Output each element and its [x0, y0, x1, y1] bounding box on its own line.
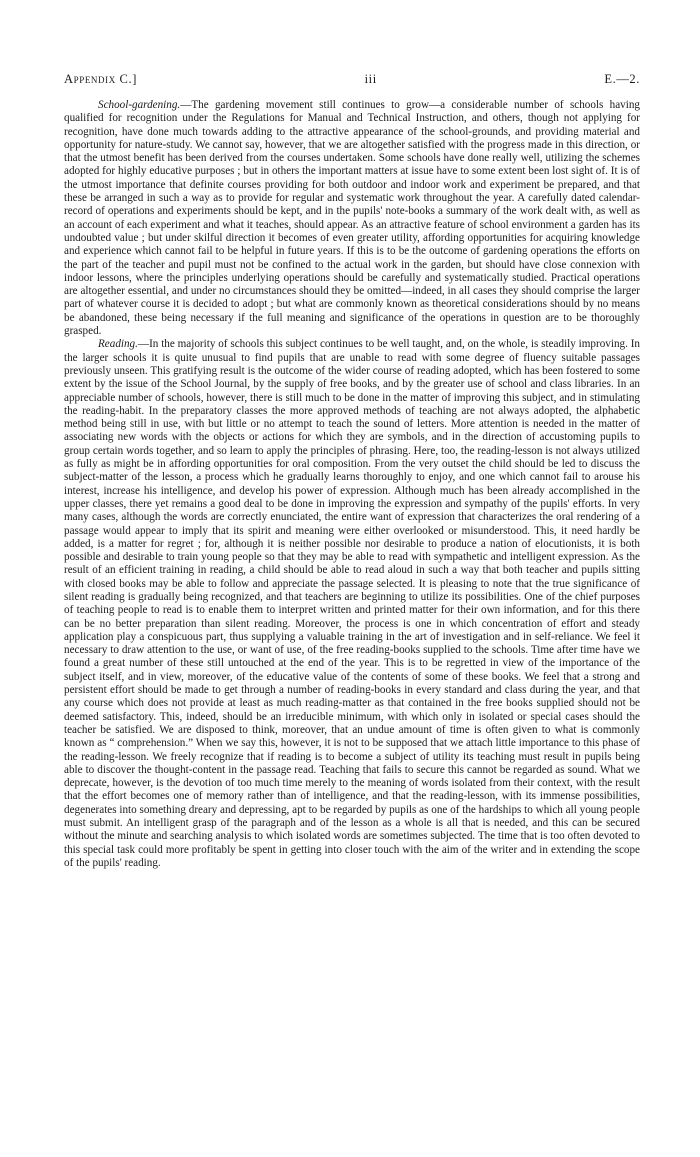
school-gardening-paragraph — [64, 99, 640, 338]
page-number: iii — [364, 72, 377, 86]
document-page — [64, 72, 640, 870]
appendix-label: Appendix C.] — [64, 72, 137, 86]
reading-text: —In the majority of schools this subject continues to be well taught, and, on the whole, is steadily improving. In the larger schools it is quite unusual to find pupils that are unable to read with some degree of fluency suitable passages previously unseen. This gratifying result is the outcome of the wider course of reading adopted, which has been fostered to some extent by the issue of the School Journal, by the supply of free books, and by the greater use of school and class libraries. In an appreciable number of schools, however, there is still much to be done in the matter of improving this subject, and in stimulating the reading-habit. In the preparatory classes the more approved methods of teaching are not always adopted, the alphabetic method being still in use, with but little or no attempt to teach the sound of letters. More attention is needed in the matter of associating new words with the objects or actions for which they are symbols, and in the direction of accustoming pupils to group certain words together, and so learn to apply the principles of phrasing. Here, too, the reading-lesson is not always utilized as fully as might be in affording opportunities for oral composition. From the very outset the child should be led to discuss the subject-matter of the lesson, a process which he gradually learns thoroughly to enjoy, and one which cannot fail to arouse his interest, increase his intelligence, and develop his power of expression. Although much has been already accomplished in the upper classes, there yet remains a good deal to be done in improving the expression and sympathy of the pupils' efforts. In very many cases, although the words are correctly enunciated, the entire want of expression that characterizes the oral rendering of a passage would appear to imply that its spirit and meaning were either overlooked or misunderstood. This, it need hardly be added, is a matter for regret ; for, although it is neither possible nor desirable to produce a nation of elocutionists, it is both possible and desirable to train young people so that they may be able to read with sympathetic and intelligent expression. As the result of an efficient training in reading, a child should be able to read aloud in such a way that both teacher and pupils sitting with closed books may be able to follow and appreciate the passage selected. It is pleasing to note that the true significance of silent reading is gradually being recognized, and that teachers are beginning to utilize its possibilities. One of the chief purposes of teaching people to read is to enable them to interpret written and printed matter for their own information, and for this there can be no better preparation than silent reading. Moreover, the process is one in which concentration of effort and steady application play a conspicuous part, thus supplying a valuable training in the art of investigation and in self-reliance. We feel it necessary to draw attention to the use, or want of use, of the free reading-books supplied to the schools. Time after time have we found a great number of these still untouched at the end of the year. This is to be regretted in view of the importance of the subject itself, and in view, moreover, of the educative value of the contents of some of these books. We feel that a strong and persistent effort should be made to get through a number of reading-books in every standard and class during the year, and that any course which does not provide at least as much reading-matter as that contained in the free books supplied should not be deemed satisfactory. This, indeed, should be an irreducible minimum, with which only in isolated or special cases should the teacher be satisfied. We are disposed to think, moreover, that an undue amount of time is often given to what is commonly known as “ comprehension.” When we say this, however, it is not to be supposed that we attach little importance to this phase of the reading-lesson. We freely recognize that if reading is to become a subject of utility its teaching must result in pupils being able to discover the thought-content in the passage read. Teaching that fails to secure this cannot be regarded as sound. What we deprecate, however, is the devotion of too much time merely to the meaning of words isolated from their context, with the result that the effort becomes one of memory rather than of intelligence, and that the reading-lesson, with its immense possibilities, degenerates into something dreary and depressing, apt to be regarded by pupils as one of the hardships to which all young people must submit. An intelligent grasp of the paragraph and of the lesson as a whole is all that is needed, and this can be secured without the minute and searching analysis to which isolated words are sometimes subjected. The time that is too often devoted to this special task could more profitably be spent in getting into closer touch with the aim of the writer and in extending the scope of the pupils' reading. — [64, 338, 640, 869]
school-gardening-heading: School-gardening. — [98, 99, 181, 111]
document-body — [64, 99, 640, 870]
reading-paragraph — [64, 338, 640, 870]
reading-heading: Reading. — [98, 338, 138, 351]
school-gardening-text: —The gardening movement still continues to grow—a considerable number of schools having qualified for recognition under the Regulations for Manual and Technical Instruction, and others, though not applying for recognition, have done much towards adding to the attractive appearance of the school-grounds, and providing material and opportunity for nature-study. We cannot say, however, that we are altogether satisfied with the progress made in this direction, or that the utmost benefit has been derived from the courses undertaken. Some schools have done really well, utilizing the schemes adopted for highly educative purposes ; but in others the important matters at issue have to some extent been lost sight of. It is of the utmost importance that definite courses providing for both outdoor and indoor work and experiment be prepared, and that these be arranged in such a way as to provide for regular and systematic work throughout the year. A carefully dated calendar-record of operations and experiments should be kept, and in the pupils' note-books a summary of the work dealt with, as well as an account of each experiment and what it teaches, should appear. As an attractive feature of school environment a garden has its undoubted value ; but under skilful direction it becomes of even greater utility, affording opportunities for acquiring knowledge and experience which cannot fail to be helpful in future years. If this is to be the outcome of gardening operations the efforts on the part of the teacher and pupil must not be confined to the actual work in the garden, but should have close connexion with indoor lessons, where the principles underlying operations should be carefully and systematically studied. Practical operations are altogether essential, and under no circumstances should they be omitted—indeed, in all cases they should comprise the larger part of whatever course it is decided to adopt ; but what are commonly known as theoretical considerations should by no means be abandoned, these being necessary if the full meaning and significance of the operations in question are to be thoroughly grasped. — [64, 99, 640, 338]
page-header — [64, 72, 640, 87]
document-code: E.—2. — [604, 72, 640, 86]
